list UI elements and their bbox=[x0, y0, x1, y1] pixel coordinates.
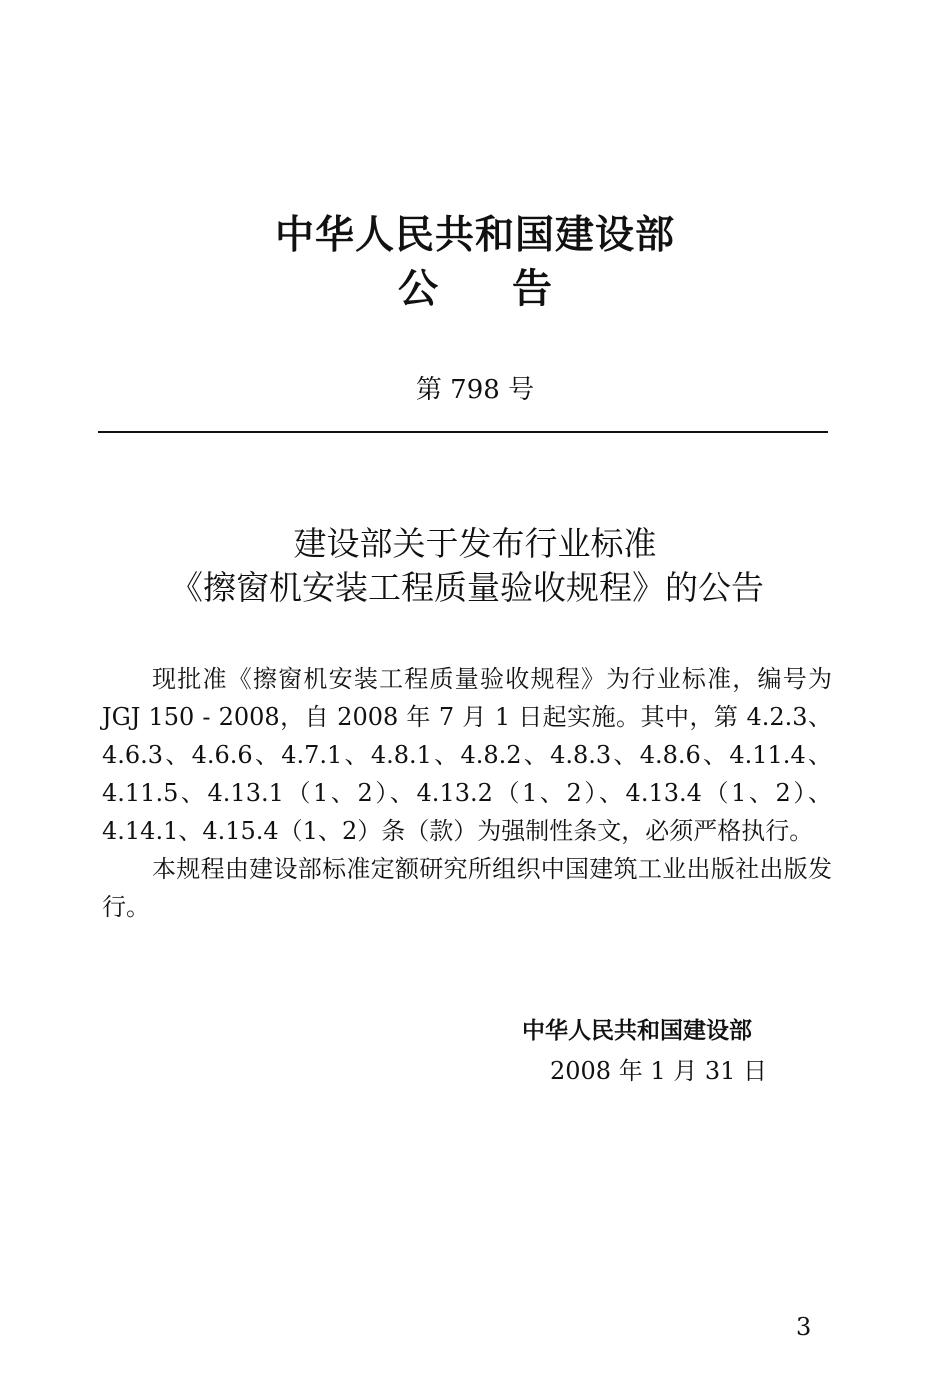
header-divider bbox=[98, 431, 828, 433]
document-type-heading: 公告 bbox=[398, 266, 626, 312]
body-paragraph-publication: 本规程由建设部标准定额研究所组织中国建筑工业出版社出版发行。 bbox=[102, 855, 832, 921]
title-line-2: 《擦窗机安装工程质量验收规程》的公告 bbox=[170, 568, 764, 607]
body-paragraph-approval: 现批准《擦窗机安装工程质量验收规程》为行业标准，编号为 JGJ 150 - 2008，自 2008 年 7 月 1 日起实施。其中，第 4.2.3、4.6.3、4.6.6、4.7.1、4.8.1、4.8.2、4.8.3、4.8.6、4.11.4、4.11.5、4.13.1（1、2）、4.13.2（1、2）、4.13.4（1、2）、4.14.1、4.15.4（1、2）条（款）为强制性条文，必须严格执行。 bbox=[102, 665, 832, 845]
issuer-heading: 中华人民共和国建设部 bbox=[274, 213, 675, 258]
announcement-body bbox=[102, 660, 832, 926]
title-line-1: 建设部关于发布行业标准 bbox=[293, 524, 657, 563]
announcement-number: 第 798 号 bbox=[415, 375, 535, 405]
signature-organization: 中华人民共和国建设部 bbox=[522, 1018, 752, 1044]
signature-date: 2008 年 1 月 31 日 bbox=[550, 1057, 768, 1085]
page-number: 3 bbox=[796, 1313, 812, 1341]
